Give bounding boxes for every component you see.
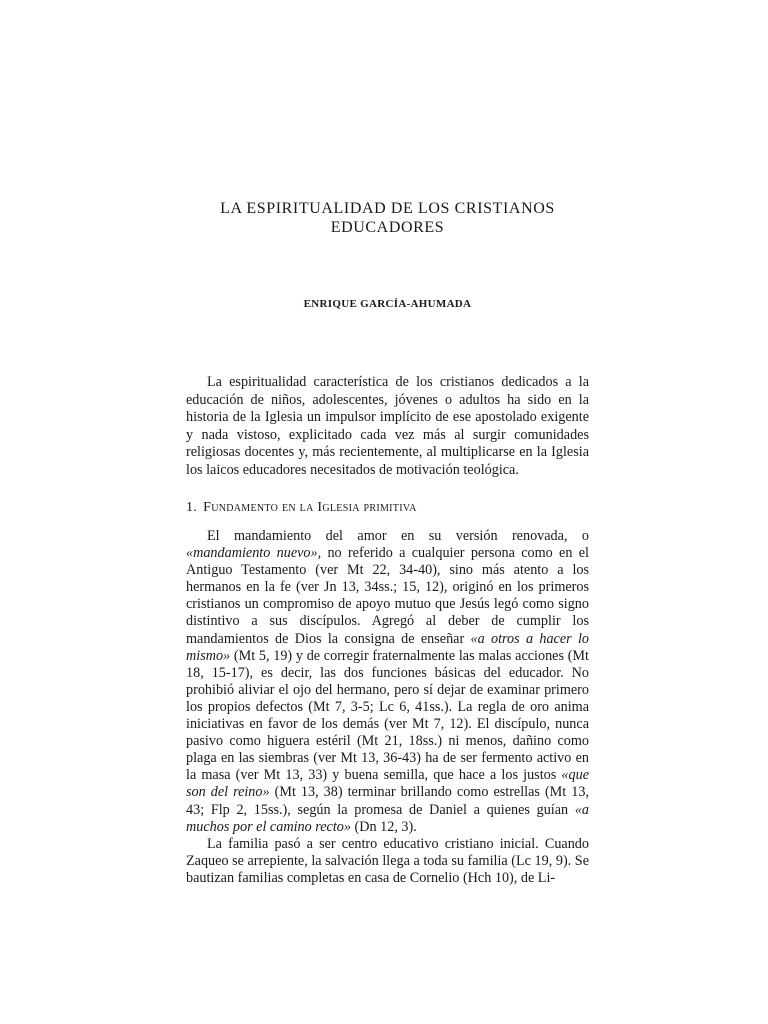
quote-run: «a otros a hacer lo mismo» — [186, 630, 590, 664]
body-paragraph-2: La familia pasó a ser centro educativo cristiano inicial. Cuando Zaqueo se arrepiente, la salvación llega a toda su familia (Lc 19, 9). Se bautizan familias completas en casa de Cornelio (Hch 10), de Li- — [186, 835, 589, 886]
article-title — [185, 199, 590, 237]
abstract — [186, 374, 589, 480]
section-body — [186, 528, 589, 887]
section-heading — [186, 500, 589, 516]
section-number: 1. — [186, 500, 198, 515]
text-run: (Dn 12, 3). — [350, 818, 417, 835]
quote-run: «que son del reino» — [186, 767, 589, 801]
text-run: (Mt 5, 19) y de corregir fraternalmente las malas acciones (Mt 18, 15-17), es decir, las dos funciones básicas del educador. No prohibió aliviar el ojo del hermano, pero sí dejar de examinar primero los propios defectos (Mt 7, 3-5; Lc 6, 41ss.). La regla de oro anima iniciativas en favor de los demás (ver Mt 7, 12). El discípulo, nunca pasivo como higuera estéril (Mt 21, 18ss.) ni menos, dañino como plaga en las siembras (ver Mt 13, 36-43) ha de ser fermento activo en la masa (ver Mt 13, 33) y buena semilla, que hace a los justos — [186, 647, 589, 784]
text-run: , no referido a cualquier persona como en el Antiguo Testamento (ver Mt 22, 34-40), sino más atento a los hermanos en la fe (ver Jn 13, 34ss.; 15, 12), originó en los primeros cristianos un compromiso de apoyo mutuo que Jesús legó como signo distintivo a sus discípulos. Agregó al deber de cumplir los mandamientos de Dios la consigna de enseñar — [186, 545, 589, 647]
author-name: ENRIQUE GARCÍA-AHUMADA — [303, 298, 472, 310]
text-run: El mandamiento del amor en su versión renovada, o — [207, 528, 589, 544]
body-paragraph-1 — [186, 528, 589, 836]
section-title: Fundamento en la Iglesia primitiva — [203, 500, 417, 515]
quote-run: «mandamiento nuevo» — [186, 545, 318, 562]
quote-run: «a muchos por el camino recto» — [186, 801, 589, 835]
text-run: (Mt 13, 38) terminar brillando como estrellas (Mt 13, 43; Flp 2, 15ss.), según la promesa de Daniel a quienes guían — [186, 784, 589, 818]
abstract-paragraph: La espiritualidad característica de los cristianos dedicados a la educación de niños, adolescentes, jóvenes o adultos ha sido en la historia de la Iglesia un impulsor implícito de ese apostolado exigente y nada vistoso, explicitado cada vez más al surgir comunidades religiosas docentes y, más recientemente, al multiplicarse en la Iglesia los laicos educadores necesitados de motivación teológica. — [186, 374, 589, 478]
title-line-1: LA ESPIRITUALIDAD DE LOS CRISTIANOS — [220, 200, 555, 217]
title-line-2: EDUCADORES — [330, 219, 445, 236]
